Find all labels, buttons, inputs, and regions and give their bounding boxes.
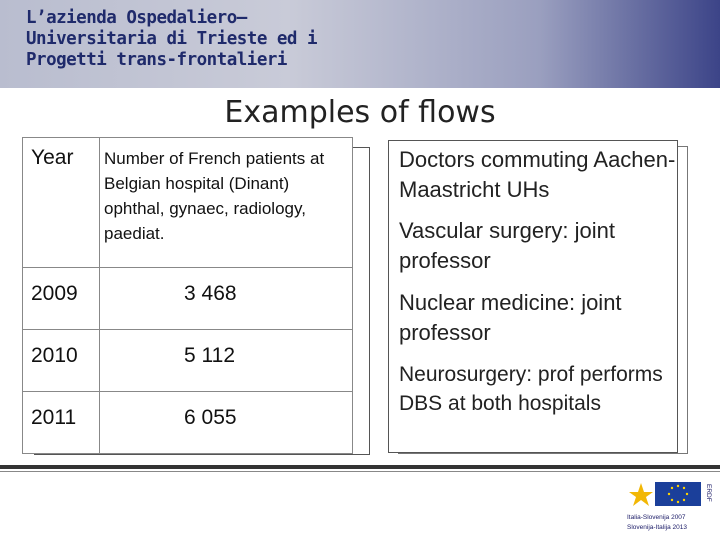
row-year: 2010	[31, 344, 78, 367]
table-header-row	[23, 138, 353, 268]
flow-text: Vascular surgery: joint professor	[399, 218, 616, 273]
row-year: 2011	[31, 406, 77, 429]
flow-text: Nuclear medicine: joint professor	[399, 290, 622, 345]
header-title: L’azienda Ospedaliero– Universitaria di Trieste ed i Progetti trans-frontalieri	[26, 8, 318, 70]
header-year: Year	[31, 146, 74, 169]
logo-side-text: ERDF	[705, 484, 712, 502]
logo-line-2: Slovenija-Italija 2013	[627, 524, 687, 531]
flow-box-doctors	[388, 140, 678, 214]
row-year: 2009	[31, 282, 78, 305]
row-value: 5 112	[184, 344, 235, 367]
header-banner	[0, 0, 720, 88]
programme-logo	[627, 478, 713, 536]
patients-table-container	[22, 137, 370, 455]
row-value: 3 468	[184, 282, 237, 305]
footer-divider	[0, 465, 720, 469]
flow-box-others	[388, 212, 678, 453]
eu-flag-icon	[627, 478, 713, 536]
patients-table	[22, 137, 353, 454]
table-row	[23, 392, 353, 454]
page-heading: Examples of flows	[224, 95, 496, 130]
header-year-cell	[23, 138, 100, 268]
row-value: 6 055	[184, 406, 237, 429]
table-row	[23, 268, 353, 330]
flow-text: Neurosurgery: prof performs DBS at both hospitals	[399, 363, 663, 415]
logo-line-1: Italia-Slovenija 2007	[627, 514, 686, 521]
flow-text: Doctors commuting Aachen-Maastricht UHs	[399, 147, 676, 202]
table-row	[23, 330, 353, 392]
header-count-cell: Number of French patients at Belgian hospital (Dinant) ophthal, gynaec, radiology, paediat.	[100, 138, 353, 268]
footer-divider-thin	[0, 471, 720, 472]
